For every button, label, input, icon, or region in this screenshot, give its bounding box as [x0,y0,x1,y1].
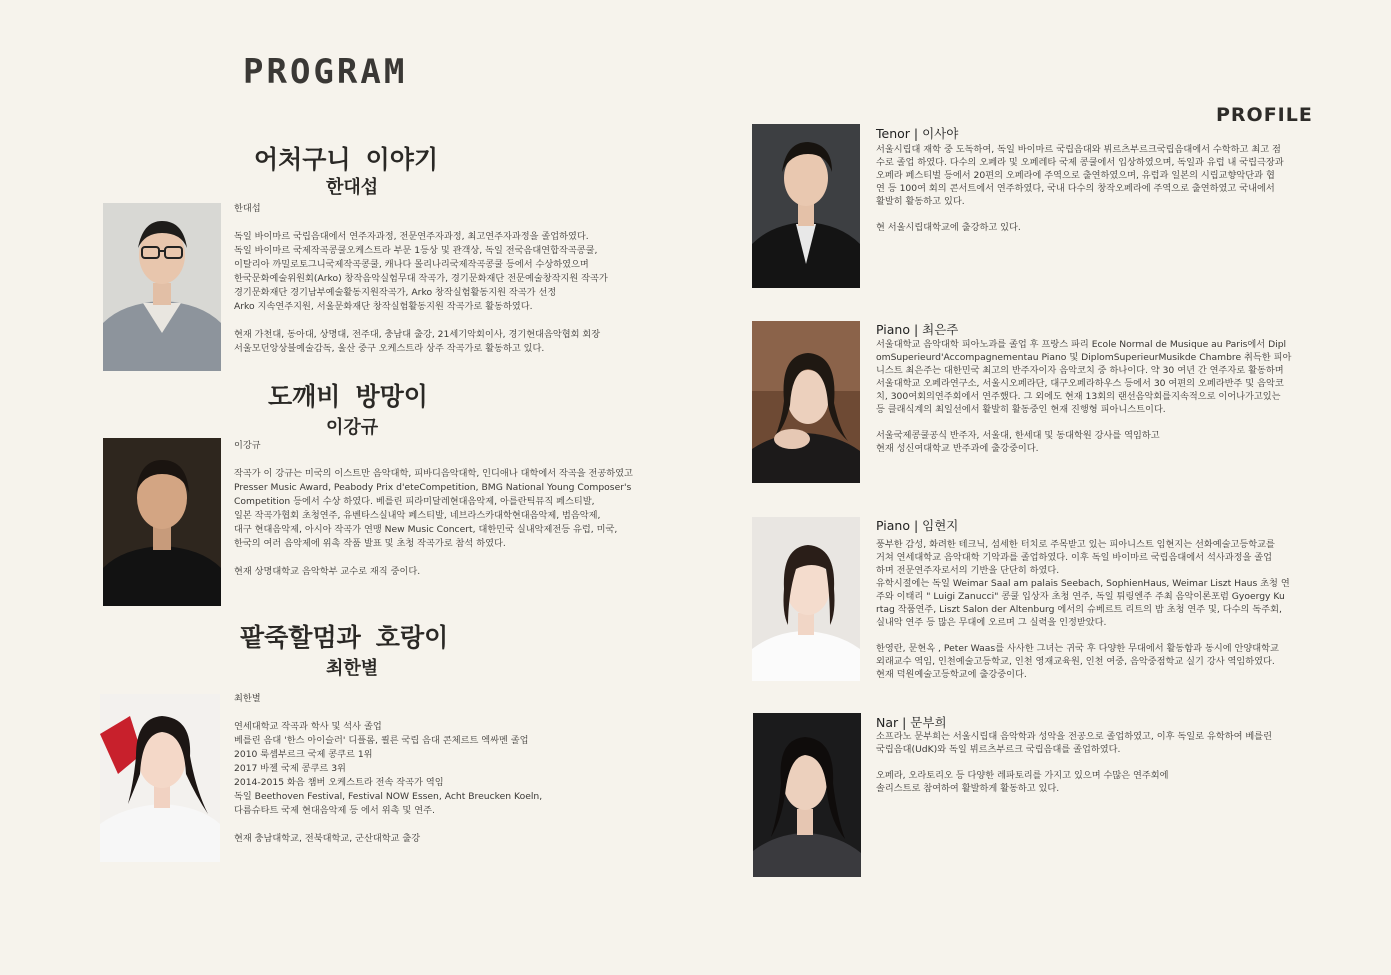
performer-bio: 소프라노 문부희는 서울시립대 음악학과 성악을 전공으로 졸업하였고, 이후 독일로 유학하여 베를린 국립음대(UdK)와 독일 뷔르츠부르크 국립음대를 졸업하였다. 오페라, 오라토리오 등 다양한 레파토리를 가지고 있으며 수많은 연주회에 솔리스트로 참여하여 활발하게 활동하고 있다. [876,731,1273,794]
performer-heading: Piano | 임현지 [876,518,959,533]
composer-photo [100,694,220,862]
work-title: 도깨비 방망이 [268,382,428,411]
composer-bio: 이강규 작곡가 이 강규는 미국의 이스트만 음악대학, 피바디음악대학, 인디애나 대학에서 작곡을 전공하였고 Presser Music Award, Peabody Prix d'eteCompetition, BMG National Young Composer's Competition 등에서 수상 하였다. 베를린 피라미달레현대음악제, 아를란틱뮤직 페스티발, 일본 작곡가협회 초청연주, 유벤타스실내악 페스티발, 네브라스카대학현대음악제, 범음악제, 대구 현대음악제, 아시아 작곡가 연맹 New Music Concert, 대한민국 실내악제전등 유럽, 미국, 한국의 여러 음악제에 위촉 작품 발표 및 초청 작곡가로 참석 하였다. 현재 상명대학교 음악학부 교수로 재직 중이다. [234,440,633,577]
performer-photo [752,321,860,483]
performer-heading: Nar | 문부희 [876,715,947,730]
performer-photo [752,124,860,288]
composer-name: 한대섭 [326,177,379,198]
work-title: 팥죽할멈과 호랑이 [240,623,449,652]
composer-bio: 한대섭 독일 바이마르 국립음대에서 연주자과정, 전문연주자과정, 최고연주자과정을 졸업하였다. 독일 바이마르 국제작곡콩쿨오케스트라 부문 1등상 및 관객상, 독일 전국음대연합작곡콩쿨, 이탈리아 까밀로토그니국제작곡콩쿨, 캐나다 몰리나리국제작곡콩쿨 등에서 수상하였으며 한국문화예술위원회(Arko) 창작음악실험무대 작곡가, 경기문화재단 전문예술창작지원 작곡가 경기문화재단 경기남부예술활동지원작곡가, Arko 창작실험활동지원 작곡가 선정 Arko 지속연주지원, 서울문화재단 창작실험활동지원 작곡가로 활동하였다. 현재 가천대, 동아대, 상명대, 전주대, 충남대 출강, 21세기악회이사, 경기현대음악협회 회장 서울모던앙상블예술감독, 울산 중구 오케스트라 상주 작곡가로 활동하고 있다. [234,203,608,354]
work-title: 어처구니 이야기 [254,145,439,174]
composer-name: 최한별 [326,658,379,679]
performer-bio: 서울대학교 음악대학 피아노과를 졸업 후 프랑스 파리 Ecole Normal de Musique au Paris에서 Dipl omSuperieurd'Accompagnementau Piano 및 DiplomSuperieurMusikde Chambre 취득한 피아 니스트 최은주는 대한민국 최고의 반주자이자 음악코치 중 하나이다. 약 30 여년 간 연주자로 활동하며 서울대학교 오페라연구소, 서울시오페라단, 대구오페라하우스 등에서 30 여편의 오페라반주 및 음악코 치, 300여회의연주회에서 연주했다. 그 외에도 현재 13회의 랜선음악회를지속적으로 이어나가고있는 등 클래식계의 최일선에서 활발히 활동중인 현재 진행형 피아니스트이다. 서울국제콩쿨공식 반주자, 서울대, 한세대 및 동대학원 강사를 역임하고 현재 성신여대학교 반주과에 출강중이다. [876,339,1292,454]
performer-photo [753,713,861,877]
performer-bio: 서울시립대 재학 중 도독하여, 독일 바이마르 국립음대와 뷔르츠부르크국립음대에서 수학하고 최고 점 수로 졸업 하였다. 다수의 오페라 및 오페레타 국제 콩쿨에서 입상하였으며, 독일과 유럽 내 국립극장과 오페라 페스티벌 등에서 20편의 오페라에 주역으로 출연하였으며, 유럽과 일본의 시립교향악단과 협 연 등 100여 회의 콘서트에서 연주하였다, 국내 다수의 창작오페라에 주역으로 출연하였고 국내에서 활발히 활동하고 있다. 현 서울시립대학교에 출강하고 있다. [876,144,1284,233]
composer-photo [103,203,221,371]
composer-name: 이강규 [326,417,379,438]
composer-photo [103,438,221,606]
profile-heading: PROFILE [1216,104,1313,126]
composer-bio: 최한별 연세대학교 작곡과 학사 및 석사 졸업 베를린 음대 '한스 아이슬러' 디플롬, 쾰른 국립 음대 콘체르트 엑싸멘 졸업 2010 룩셈부르크 국제 콩쿠르 1위 2017 바젤 국제 콩쿠르 3위 2014-2015 화음 챔버 오케스트라 전속 작곡가 역임 독일 Beethoven Festival, Festival NOW Essen, Acht Breucken Koeln, 다름슈타트 국제 현대음악제 등 에서 위촉 및 연주. 현재 충남대학교, 전북대학교, 군산대학교 출강 [234,693,543,844]
performer-bio: 풍부한 감성, 화려한 테크닉, 섬세한 터치로 주목받고 있는 피아니스트 임현지는 선화예술고등학교를 거쳐 연세대학교 음악대학 기악과를 졸업하였다. 이후 독일 바이마르 국립음대에서 석사과정을 졸업 하며 전문연주자로서의 기반을 단단히 하였다. 유학시절에는 독일 Weimar Saal am palais Seebach, SophienHaus, Weimar Liszt Haus 초청 연 주와 이태리 " Luigi Zanucci" 콩쿨 입상자 초청 연주, 독일 튀링엔주 주최 음악이론포럼 Gyoergy Ku rtag 작품연주, Liszt Salon der Altenburg 에서의 슈베르트 리트의 밤 초청 연주 및, 다수의 독주회, 실내악 연주 등 많은 무대에 오르며 그 실력을 인정받았다. 한영란, 문현옥 , Peter Waas를 사사한 그녀는 귀국 후 다양한 무대에서 활동함과 동시에 안양대학교 외래교수 역임, 인천예술고등학교, 인천 영재교육원, 인천 여중, 음악중점학교 실기 강사 역임하였다. 현재 덕원예술고등학교에 출강중이다. [876,539,1290,680]
performer-heading: Tenor | 이사야 [876,126,959,141]
performer-photo [752,517,860,681]
performer-heading: Piano | 최은주 [876,322,959,337]
program-heading: PROGRAM [243,52,408,92]
